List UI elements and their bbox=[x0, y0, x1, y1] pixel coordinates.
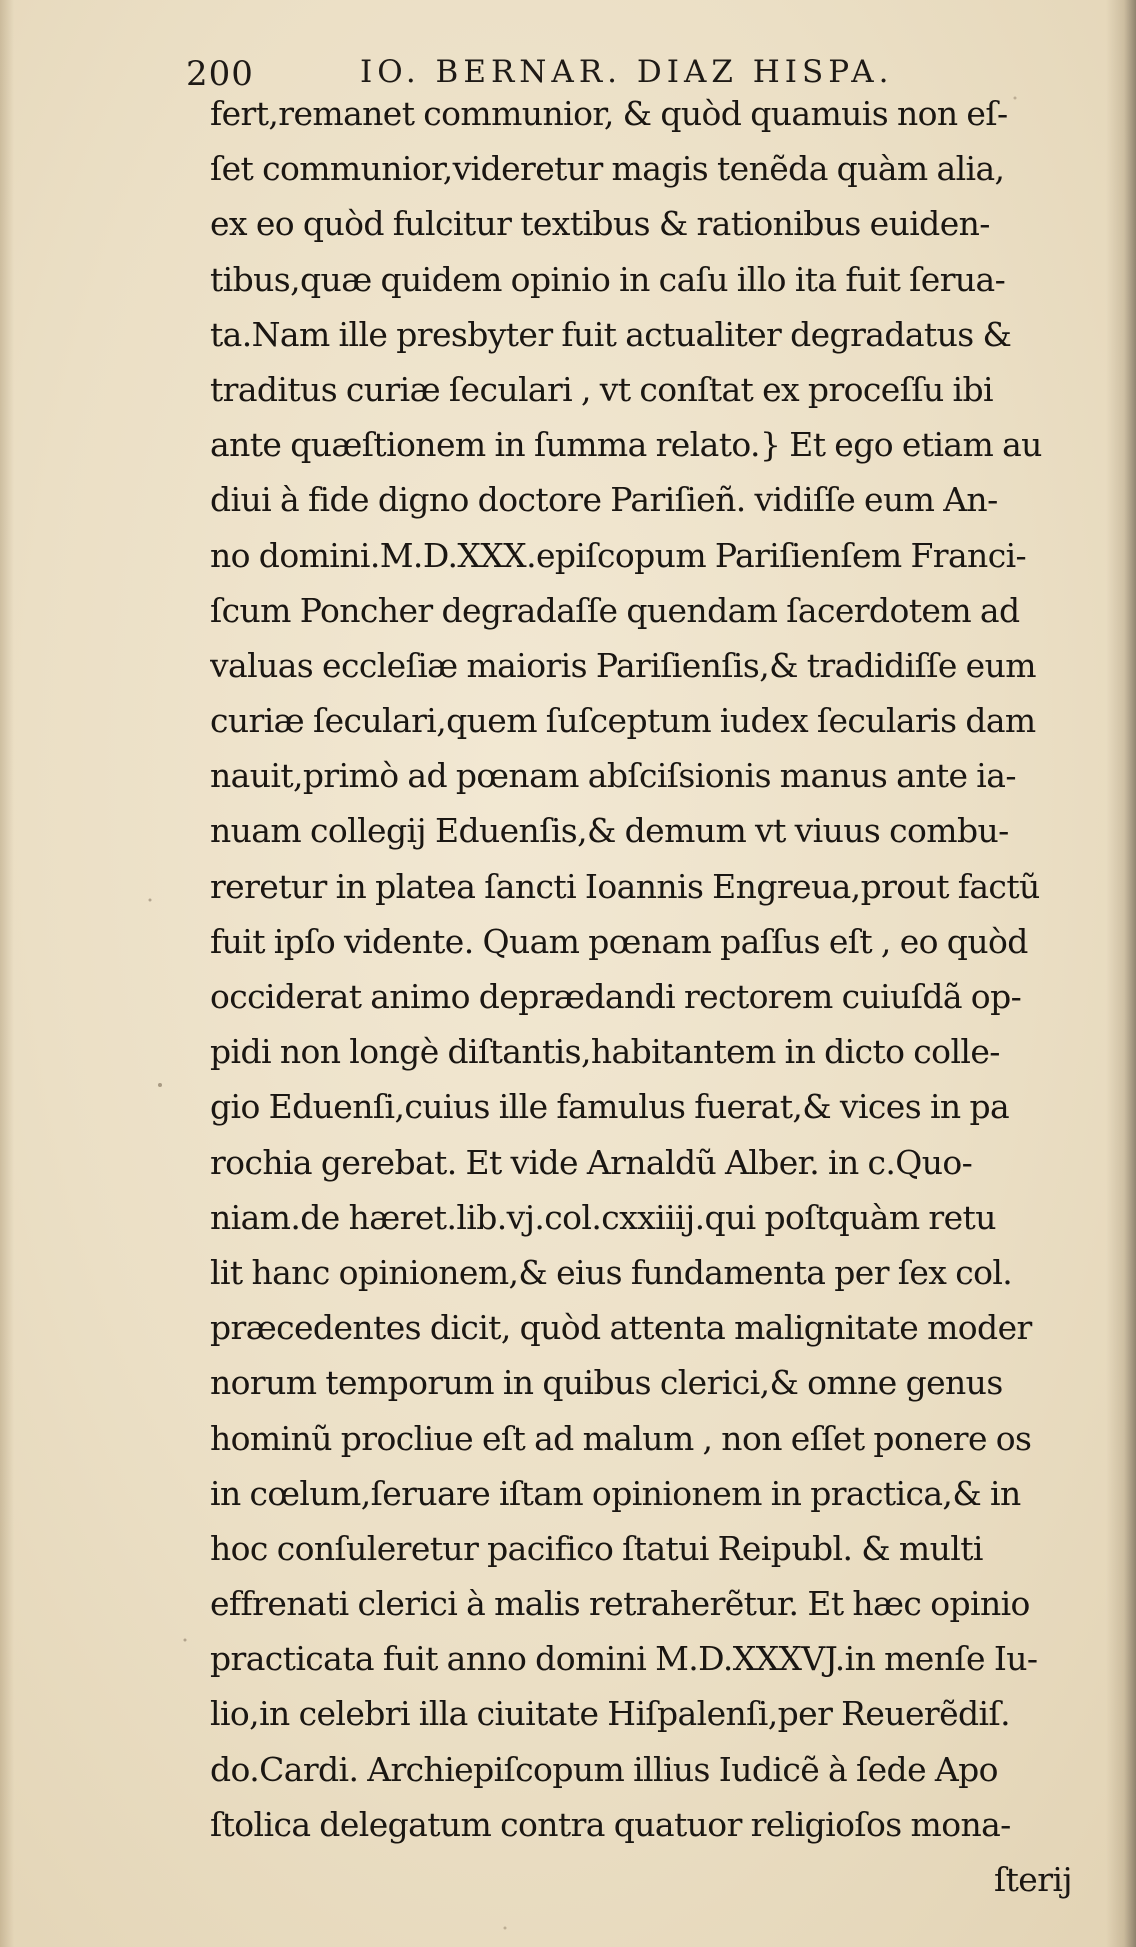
text-line: diui à fide digno doctore Pariſieñ. vidiſſe eum An- bbox=[210, 480, 998, 520]
text-line: hominũ procliue eſt ad malum , non eſſet ponere os bbox=[210, 1418, 1032, 1458]
ink-speck bbox=[149, 899, 152, 902]
text-line: norum temporum in quibus clerici,& omne genus bbox=[210, 1363, 1003, 1403]
ink-speck bbox=[1014, 97, 1017, 100]
text-line: nuam collegij Eduenſis,& demum vt viuus combu- bbox=[210, 811, 1009, 851]
running-head: IO. BERNAR. DIAZ HISPA. bbox=[360, 54, 894, 90]
text-line: traditus curiæ ſeculari , vt conſtat ex proceſſu ibi bbox=[210, 369, 993, 409]
text-line: ta.Nam ille presbyter fuit actualiter degradatus & bbox=[210, 314, 1012, 354]
text-line: fert,remanet communior, & quòd quamuis non eſ- bbox=[210, 94, 1008, 133]
text-line: occiderat animo deprædandi rectorem cuiuſdã op- bbox=[210, 977, 1022, 1016]
text-line: niam.de hæret.lib.vj.col.cxxiiij.qui poſtquàm retu bbox=[210, 1197, 996, 1237]
text-line: lio,in celebri illa ciuitate Hiſpalenſi,per Reuerẽdiſ. bbox=[210, 1694, 1010, 1734]
text-line: no domini.M.D.XXX.epiſcopum Pariſienſem Franci- bbox=[210, 535, 1027, 575]
page-number: 200 bbox=[186, 54, 254, 94]
text-line: do.Cardi. Archiepiſcopum illius Iudicẽ à ſede Apo bbox=[210, 1749, 998, 1789]
text-line: reretur in platea ſancti Ioannis Engreua,prout factũ bbox=[210, 866, 1040, 906]
catchword: ſterij bbox=[994, 1860, 1072, 1899]
text-line: effrenati clerici à malis retraherẽtur. Et hæc opinio bbox=[210, 1584, 1030, 1624]
text-line: fuit ipſo vidente. Quam pœnam paſſus eſt , eo quòd bbox=[210, 921, 1028, 961]
text-line: rochia gerebat. Et vide Arnaldũ Alber. in c.Quo- bbox=[210, 1142, 973, 1182]
text-line: præcedentes dicit, quòd attenta malignitate moder bbox=[210, 1308, 1032, 1348]
text-line: ſet communior,videretur magis tenẽda quàm alia, bbox=[210, 149, 1005, 189]
text-line: gio Eduenſi,cuius ille famulus fuerat,& vices in pa bbox=[210, 1087, 1010, 1127]
text-line: nauit,primò ad pœnam abſciſsionis manus ante ia- bbox=[210, 756, 1016, 796]
text-line: hoc conſuleretur pacifico ſtatui Reipubl. & multi bbox=[210, 1528, 983, 1568]
text-line: in cœlum,ſeruare iſtam opinionem in practica,& in bbox=[210, 1473, 1021, 1513]
ink-speck bbox=[158, 1083, 162, 1087]
text-line: lit hanc opinionem,& eius fundamenta per ſex col. bbox=[210, 1252, 1013, 1292]
text-line: pidi non longè diſtantis,habitantem in dicto colle- bbox=[210, 1032, 1000, 1072]
text-line: ſtolica delegatum contra quatuor religioſos mona- bbox=[210, 1804, 1011, 1844]
text-line: ſcum Poncher degradaſſe quendam ſacerdotem ad bbox=[210, 590, 1020, 630]
ink-speck bbox=[504, 1927, 507, 1930]
text-line: ex eo quòd fulcitur textibus & rationibus euiden- bbox=[210, 204, 990, 244]
text-line: ante quæſtionem in ſumma relato.} Et ego etiam au bbox=[210, 425, 1042, 465]
ink-speck bbox=[184, 1639, 187, 1642]
text-line: valuas eccleſiæ maioris Pariſienſis,& tradidiſſe eum bbox=[210, 645, 1036, 685]
text-line: tibus,quæ quidem opinio in caſu illo ita fuit ſerua- bbox=[210, 259, 1006, 299]
text-line: curiæ ſeculari,quem ſuſceptum iudex ſecularis dam bbox=[210, 701, 1036, 741]
text-line: practicata fuit anno domini M.D.XXXVJ.in menſe Iu- bbox=[210, 1639, 1038, 1679]
